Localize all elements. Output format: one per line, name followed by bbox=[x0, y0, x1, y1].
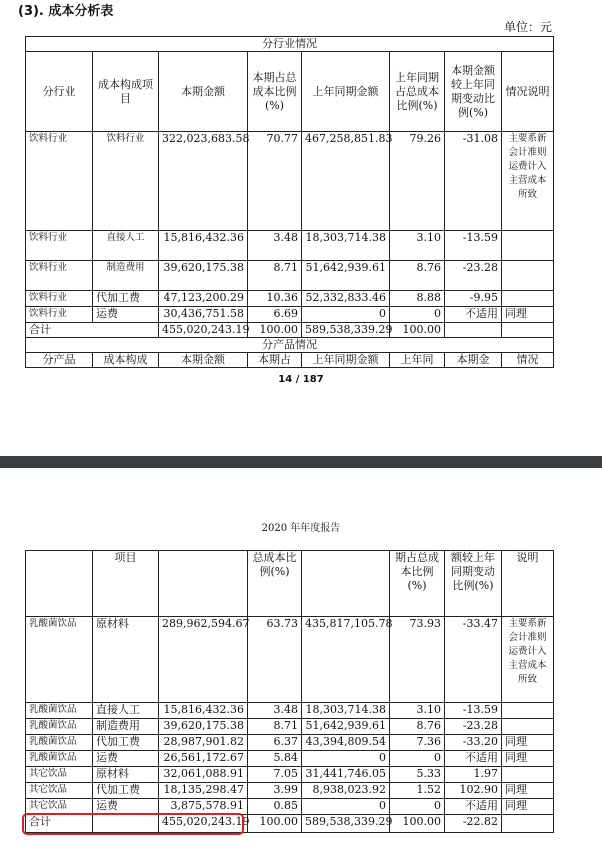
column-header: 本期占总成本比例(%) bbox=[248, 52, 302, 132]
total-current-pct: 100.00 bbox=[248, 815, 302, 833]
column-header: 项目 bbox=[93, 551, 159, 617]
cost-analysis-table-p1 bbox=[25, 36, 554, 368]
column-header: 本期金额较上年同期变动比例(%) bbox=[445, 52, 502, 132]
prior-pct-cell: 0 bbox=[390, 799, 445, 815]
column-header: 成本构成项目 bbox=[93, 52, 159, 132]
change-pct-cell: 不适用 bbox=[445, 307, 502, 323]
prior-amount-cell: 51,642,939.61 bbox=[302, 719, 390, 735]
column-header: 上年同期金额 bbox=[302, 353, 390, 368]
segment-cell: 其它饮品 bbox=[26, 799, 93, 815]
current-pct-cell: 8.71 bbox=[248, 261, 302, 291]
column-header: 本期占 bbox=[248, 353, 302, 368]
change-pct-cell: 不适用 bbox=[445, 751, 502, 767]
prior-amount-cell: 18,303,714.38 bbox=[302, 703, 390, 719]
report-header: 2020 年年度报告 bbox=[261, 523, 341, 534]
item-cell: 直接人工 bbox=[93, 231, 159, 261]
item-cell: 运费 bbox=[93, 799, 159, 815]
column-header: 分产品 bbox=[26, 353, 93, 368]
current-pct-cell: 63.73 bbox=[248, 617, 302, 703]
change-pct-cell: -9.95 bbox=[445, 291, 502, 307]
table-row bbox=[26, 767, 554, 783]
current-pct-cell: 6.37 bbox=[248, 735, 302, 751]
segment-cell: 饮料行业 bbox=[26, 261, 93, 291]
total-current-pct: 100.00 bbox=[248, 323, 302, 338]
prior-pct-cell: 7.36 bbox=[390, 735, 445, 751]
note-cell bbox=[502, 719, 554, 735]
change-pct-cell: -23.28 bbox=[445, 719, 502, 735]
current-amount-cell: 15,816,432.36 bbox=[159, 703, 248, 719]
table-row bbox=[26, 132, 554, 231]
segment-cell: 饮料行业 bbox=[26, 291, 93, 307]
item-cell: 饮料行业 bbox=[93, 132, 159, 231]
table-header-row bbox=[26, 52, 554, 132]
page-divider bbox=[0, 456, 602, 468]
column-header bbox=[159, 551, 248, 617]
column-header: 上年同期占总成本比例(%) bbox=[390, 52, 445, 132]
item-cell: 运费 bbox=[93, 751, 159, 767]
current-pct-cell: 0.85 bbox=[248, 799, 302, 815]
current-pct-cell: 5.84 bbox=[248, 751, 302, 767]
change-pct-cell: 102.90 bbox=[445, 783, 502, 799]
change-pct-cell: -23.28 bbox=[445, 261, 502, 291]
current-amount-cell: 15,816,432.36 bbox=[159, 231, 248, 261]
total-label: 合计 bbox=[26, 323, 159, 338]
change-pct-cell: -33.47 bbox=[445, 617, 502, 703]
column-header: 分行业 bbox=[26, 52, 93, 132]
note-cell: 同理 bbox=[502, 735, 554, 751]
column-header: 上年同 bbox=[390, 353, 445, 368]
current-amount-cell: 289,962,594.67 bbox=[159, 617, 248, 703]
column-header: 情况说明 bbox=[502, 52, 554, 132]
prior-amount-cell: 8,938,023.92 bbox=[302, 783, 390, 799]
table-row bbox=[26, 719, 554, 735]
segment-cell: 饮料行业 bbox=[26, 231, 93, 261]
segment-cell: 乳酸菌饮品 bbox=[26, 719, 93, 735]
current-pct-cell: 7.05 bbox=[248, 767, 302, 783]
column-header: 总成本比例(%) bbox=[248, 551, 302, 617]
note-cell bbox=[502, 767, 554, 783]
note-cell: 同理 bbox=[502, 307, 554, 323]
note-cell bbox=[502, 291, 554, 307]
item-cell: 运费 bbox=[93, 307, 159, 323]
current-pct-cell: 10.36 bbox=[248, 291, 302, 307]
current-amount-cell: 18,135,298.47 bbox=[159, 783, 248, 799]
total-current-amount: 455,020,243.19 bbox=[159, 323, 248, 338]
prior-pct-cell: 0 bbox=[390, 307, 445, 323]
prior-pct-cell: 3.10 bbox=[390, 231, 445, 261]
total-prior-pct: 100.00 bbox=[390, 815, 445, 833]
current-amount-cell: 39,620,175.38 bbox=[159, 261, 248, 291]
column-header: 说明 bbox=[502, 551, 554, 617]
current-amount-cell: 47,123,200.29 bbox=[159, 291, 248, 307]
note-cell bbox=[502, 231, 554, 261]
segment-cell: 乳酸菌饮品 bbox=[26, 703, 93, 719]
note-cell: 主要系新会计准则运费计入主营成本所致 bbox=[502, 617, 554, 703]
industry-section-title: 分行业情况 bbox=[26, 37, 554, 52]
table-row bbox=[26, 703, 554, 719]
item-cell: 代加工费 bbox=[93, 291, 159, 307]
segment-cell: 乳酸菌饮品 bbox=[26, 735, 93, 751]
segment-cell: 乳酸菌饮品 bbox=[26, 617, 93, 703]
prior-amount-cell: 467,258,851.83 bbox=[302, 132, 390, 231]
total-prior-amount: 589,538,339.29 bbox=[302, 815, 390, 833]
table-row bbox=[26, 307, 554, 323]
product-header-row bbox=[26, 353, 554, 368]
prior-pct-cell: 5.33 bbox=[390, 767, 445, 783]
segment-cell: 饮料行业 bbox=[26, 307, 93, 323]
prior-amount-cell: 43,394,809.54 bbox=[302, 735, 390, 751]
table-row bbox=[26, 735, 554, 751]
prior-pct-cell: 8.76 bbox=[390, 719, 445, 735]
column-header: 情况 bbox=[502, 353, 554, 368]
change-pct-cell: 不适用 bbox=[445, 799, 502, 815]
document-page-1 bbox=[0, 0, 602, 414]
current-pct-cell: 3.99 bbox=[248, 783, 302, 799]
column-header: 本期金 bbox=[445, 353, 502, 368]
section-title: (3). 成本分析表 bbox=[18, 4, 114, 19]
segment-cell: 乳酸菌饮品 bbox=[26, 751, 93, 767]
current-pct-cell: 6.69 bbox=[248, 307, 302, 323]
note-cell bbox=[502, 261, 554, 291]
prior-amount-cell: 0 bbox=[302, 751, 390, 767]
table-row bbox=[26, 261, 554, 291]
item-cell: 原材料 bbox=[93, 767, 159, 783]
page-number: 14 / 187 bbox=[278, 374, 324, 385]
table-row bbox=[26, 751, 554, 767]
prior-pct-cell: 8.88 bbox=[390, 291, 445, 307]
prior-pct-cell: 3.10 bbox=[390, 703, 445, 719]
column-header bbox=[302, 551, 390, 617]
prior-amount-cell: 52,332,833.46 bbox=[302, 291, 390, 307]
column-header: 本期金额 bbox=[159, 52, 248, 132]
prior-amount-cell: 31,441,746.05 bbox=[302, 767, 390, 783]
column-header: 期占总成本比例(%) bbox=[390, 551, 445, 617]
note-cell: 同理 bbox=[502, 799, 554, 815]
note-cell: 主要系新会计准则运费计入主营成本所致 bbox=[502, 132, 554, 231]
prior-amount-cell: 0 bbox=[302, 799, 390, 815]
current-amount-cell: 32,061,088.91 bbox=[159, 767, 248, 783]
segment-cell: 其它饮品 bbox=[26, 783, 93, 799]
current-amount-cell: 28,987,901.82 bbox=[159, 735, 248, 751]
column-header bbox=[26, 551, 93, 617]
prior-pct-cell: 0 bbox=[390, 751, 445, 767]
item-cell: 直接人工 bbox=[93, 703, 159, 719]
current-pct-cell: 8.71 bbox=[248, 719, 302, 735]
item-cell: 制造费用 bbox=[93, 261, 159, 291]
note-cell: 同理 bbox=[502, 751, 554, 767]
prior-amount-cell: 18,303,714.38 bbox=[302, 231, 390, 261]
prior-amount-cell: 0 bbox=[302, 307, 390, 323]
column-header: 本期金额 bbox=[159, 353, 248, 368]
unit-label: 单位：元 bbox=[503, 20, 552, 34]
table-row bbox=[26, 783, 554, 799]
total-prior-amount: 589,538,339.29 bbox=[302, 323, 390, 338]
current-amount-cell: 3,875,578.91 bbox=[159, 799, 248, 815]
table-row bbox=[26, 617, 554, 703]
table-row bbox=[26, 291, 554, 307]
table-header-row bbox=[26, 551, 554, 617]
prior-amount-cell: 51,642,939.61 bbox=[302, 261, 390, 291]
current-amount-cell: 322,023,683.58 bbox=[159, 132, 248, 231]
segment-cell: 饮料行业 bbox=[26, 132, 93, 231]
prior-pct-cell: 79.26 bbox=[390, 132, 445, 231]
column-header: 额较上年同期变动比例(%) bbox=[445, 551, 502, 617]
total-change-pct: -22.82 bbox=[445, 815, 502, 833]
change-pct-cell: 1.97 bbox=[445, 767, 502, 783]
prior-pct-cell: 1.52 bbox=[390, 783, 445, 799]
column-header: 成本构成 bbox=[93, 353, 159, 368]
highlight-box bbox=[22, 813, 244, 835]
prior-amount-cell: 435,817,105.78 bbox=[302, 617, 390, 703]
item-cell: 代加工费 bbox=[93, 783, 159, 799]
current-amount-cell: 30,436,751.58 bbox=[159, 307, 248, 323]
current-amount-cell: 39,620,175.38 bbox=[159, 719, 248, 735]
prior-pct-cell: 8.76 bbox=[390, 261, 445, 291]
total-row bbox=[26, 323, 554, 338]
note-cell bbox=[502, 703, 554, 719]
current-pct-cell: 3.48 bbox=[248, 231, 302, 261]
change-pct-cell: -31.08 bbox=[445, 132, 502, 231]
total-current-amount: 455,020,243.19 bbox=[159, 815, 248, 833]
total-prior-pct: 100.00 bbox=[390, 323, 445, 338]
item-cell: 原材料 bbox=[93, 617, 159, 703]
segment-cell: 其它饮品 bbox=[26, 767, 93, 783]
current-amount-cell: 26,561,172.67 bbox=[159, 751, 248, 767]
prior-pct-cell: 73.93 bbox=[390, 617, 445, 703]
total-label: 合计 bbox=[26, 815, 93, 833]
cost-analysis-table-p2 bbox=[25, 550, 554, 833]
column-header: 上年同期金额 bbox=[302, 52, 390, 132]
change-pct-cell: -33.20 bbox=[445, 735, 502, 751]
note-cell: 同理 bbox=[502, 783, 554, 799]
current-pct-cell: 3.48 bbox=[248, 703, 302, 719]
item-cell: 代加工费 bbox=[93, 735, 159, 751]
table-row bbox=[26, 231, 554, 261]
item-cell: 制造费用 bbox=[93, 719, 159, 735]
current-pct-cell: 70.77 bbox=[248, 132, 302, 231]
product-section-title: 分产品情况 bbox=[26, 338, 554, 353]
document-page-2 bbox=[0, 468, 602, 848]
change-pct-cell: -13.59 bbox=[445, 703, 502, 719]
change-pct-cell: -13.59 bbox=[445, 231, 502, 261]
